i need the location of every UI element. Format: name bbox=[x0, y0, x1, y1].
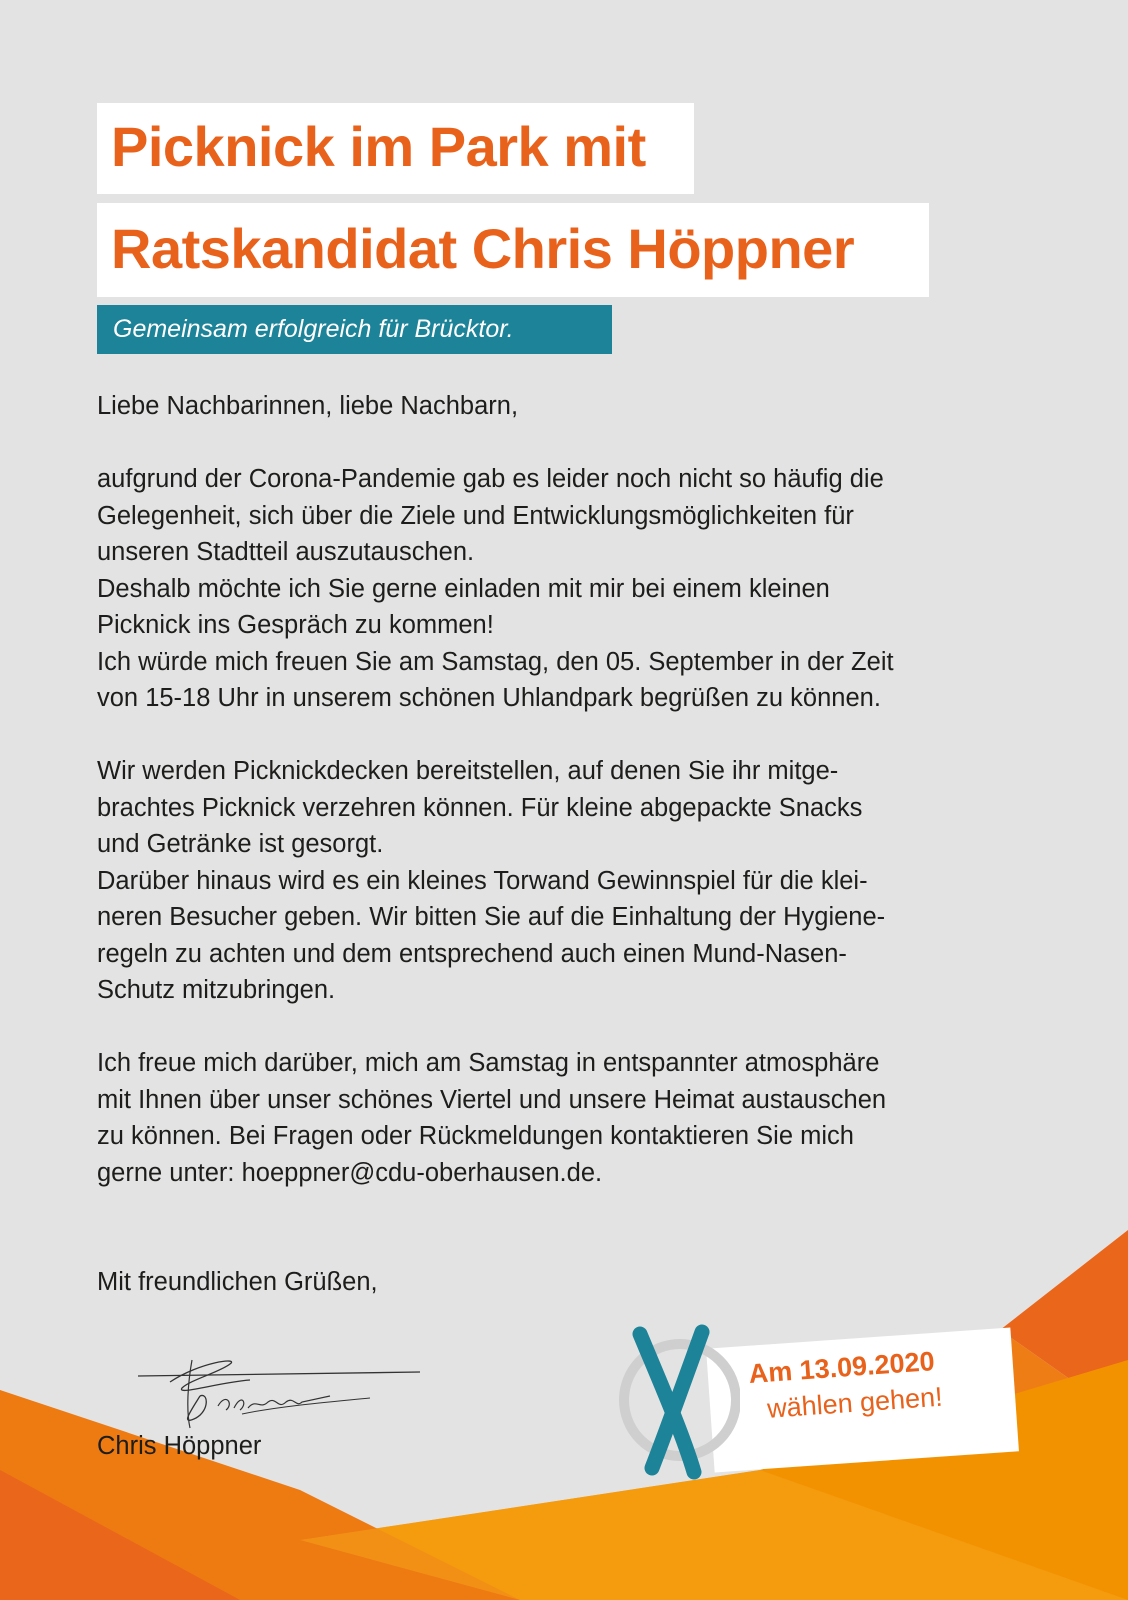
paragraph-2-line: brachtes Picknick verzehren können. Für kleine abgepackte Snacks bbox=[97, 793, 863, 822]
vote-action: wählen gehen! bbox=[766, 1381, 944, 1424]
handwritten-signature bbox=[130, 1352, 430, 1430]
paragraph-1-line: von 15-18 Uhr in unserem schönen Uhlandpark begrüßen zu können. bbox=[97, 684, 881, 712]
greeting: Liebe Nachbarinnen, liebe Nachbarn, bbox=[97, 392, 519, 420]
signature-name: Chris Höppner bbox=[97, 1432, 262, 1460]
paragraph-1-line: aufgrund der Corona-Pandemie gab es leider noch nicht so häufig die bbox=[97, 465, 884, 493]
slogan-banner: Gemeinsam erfolgreich für Brücktor. bbox=[97, 305, 612, 354]
vote-date: Am 13.09.2020 bbox=[747, 1346, 936, 1390]
letter-body bbox=[97, 388, 1037, 1301]
ballot-x-icon bbox=[610, 1322, 740, 1482]
paragraph-2-line: Darüber hinaus wird es ein kleines Torwand Gewinnspiel für die klei- bbox=[97, 866, 868, 895]
paragraph-1-line: Ich würde mich freuen Sie am Samstag, den 05. September in der Zeit bbox=[97, 647, 894, 676]
paragraph-1-line: Deshalb möchte ich Sie gerne einladen mit mir bei einem kleinen bbox=[97, 574, 830, 603]
vote-badge bbox=[610, 1322, 1030, 1492]
paragraph-1-line: unseren Stadtteil auszutauschen. bbox=[97, 538, 475, 566]
paragraph-2-line: und Getränke ist gesorgt. bbox=[97, 830, 384, 858]
paragraph-2-line: neren Besucher geben. Wir bitten Sie auf die Einhaltung der Hygiene- bbox=[97, 903, 886, 931]
headline-line-1: Picknick im Park mit bbox=[97, 103, 694, 194]
paragraph-2-line: regeln zu achten und dem entsprechend auch einen Mund-Nasen- bbox=[97, 939, 847, 968]
closing: Mit freundlichen Grüßen, bbox=[97, 1268, 378, 1296]
paragraph-1-line: Picknick ins Gespräch zu kommen! bbox=[97, 611, 494, 639]
paragraph-2-line: Wir werden Picknickdecken bereitstellen, auf denen Sie ihr mitge- bbox=[97, 757, 839, 785]
paragraph-3-line: zu können. Bei Fragen oder Rückmeldungen kontaktieren Sie mich bbox=[97, 1122, 854, 1150]
paragraph-3-line: Ich freue mich darüber, mich am Samstag in entspannter atmosphäre bbox=[97, 1049, 880, 1077]
paragraph-1-line: Gelegenheit, sich über die Ziele und Entwicklungsmöglichkeiten für bbox=[97, 501, 854, 530]
paragraph-2-line: Schutz mitzubringen. bbox=[97, 976, 336, 1004]
headline-line-2: Ratskandidat Chris Höppner bbox=[97, 203, 929, 297]
paragraph-3-line: gerne unter: hoeppner@cdu-oberhausen.de. bbox=[97, 1158, 603, 1187]
paragraph-3-line: mit Ihnen über unser schönes Viertel und unsere Heimat austauschen bbox=[97, 1085, 887, 1114]
